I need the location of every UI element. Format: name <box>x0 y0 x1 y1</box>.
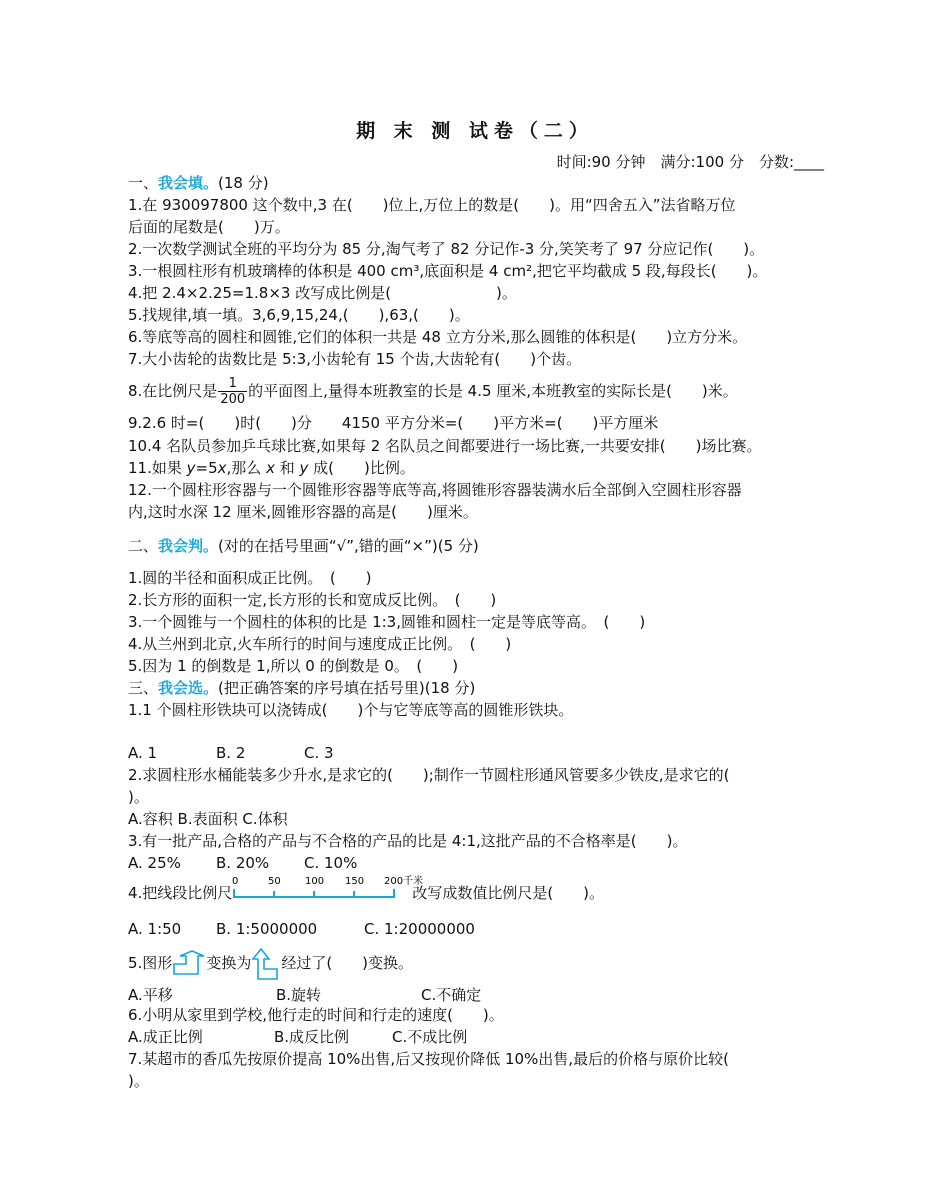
question-4: 4.把 2.4×2.25=1.8×3 改写成比例是( )。 <box>128 284 517 302</box>
q11-var-x: x <box>217 459 227 477</box>
choice-5-text-c: 经过了( )变换。 <box>281 954 414 972</box>
question-12-line-1: 12.一个圆柱形容器与一个圆锥形容器等底等高,将圆锥形容器装满水后全部倒入空圆柱形容器 <box>128 481 742 499</box>
judge-2: 2.长方形的面积一定,长方形的长和宽成反比例。 ( ) <box>128 591 497 609</box>
section-1-number: 一、 <box>128 174 159 192</box>
question-5: 5.找规律,填一填。3,6,9,15,24,( ),63,( )。 <box>128 306 470 324</box>
section-3-number: 三、 <box>128 679 159 697</box>
section-3-score: (把正确答案的序号填在括号里)(18 分) <box>218 679 476 697</box>
choice-3-option-b: B. 20% <box>216 854 270 872</box>
exam-meta: 时间:90 分钟 满分:100 分 分数:____ <box>556 153 824 171</box>
q11-var-y2: y <box>299 459 309 477</box>
question-2: 2.一次数学测试全班的平均分为 85 分,淘气考了 82 分记作-3 分,笑笑考了 97 分应记作( )。 <box>128 240 765 258</box>
section-3-heading <box>128 678 475 698</box>
judge-1: 1.圆的半径和面积成正比例。 ( ) <box>128 569 372 587</box>
choice-4-option-c: C. 1:20000000 <box>364 920 475 938</box>
choice-6-option-c: C.不成比例 <box>392 1028 468 1046</box>
q11-text-a: 11.如果 <box>128 459 187 477</box>
q11-text-c: ,那么 <box>226 459 267 477</box>
choice-7-line-2: )。 <box>128 1072 149 1090</box>
section-2-score: (对的在括号里画“√”,错的画“×”)(5 分) <box>218 537 479 555</box>
question-1-line-2: 后面的尾数是( )万。 <box>128 218 290 236</box>
q11-text-e: 成( )比例。 <box>308 459 415 477</box>
question-11 <box>128 458 415 478</box>
choice-5-options <box>128 985 481 1005</box>
choice-3: 3.有一批产品,合格的产品与不合格的产品的比是 4:1,这批产品的不合格率是( )。 <box>128 832 688 850</box>
question-8 <box>128 374 738 408</box>
choice-5-option-a: A.平移 <box>128 986 173 1004</box>
fraction-denominator: 200 <box>220 392 246 407</box>
choice-2-options: A.容积 B.表面积 C.体积 <box>128 810 288 828</box>
section-1-heading <box>128 173 269 193</box>
ruler-label-50: 50 <box>268 876 282 887</box>
choice-1-options <box>128 743 334 763</box>
choice-4-prefix: 4.把线段比例尺 <box>128 884 233 902</box>
choice-6-options <box>128 1027 467 1047</box>
section-1-title: 我会填。 <box>158 174 219 192</box>
choice-3-option-a: A. 25% <box>128 854 181 872</box>
question-7: 7.大小齿轮的齿数比是 5:3,小齿轮有 15 个齿,大齿轮有( )个齿。 <box>128 350 582 368</box>
choice-1: 1.1 个圆柱形铁块可以浇铸成( )个与它等底等高的圆锥形铁块。 <box>128 701 574 719</box>
question-9: 9.2.6 时=( )时( )分 4150 平方分米=( )平方米=( )平方厘米 <box>128 414 659 432</box>
choice-6: 6.小明从家里到学校,他行走的时间和行走的速度( )。 <box>128 1006 504 1024</box>
choice-4-option-a: A. 1:50 <box>128 920 182 938</box>
q11-text-b: =5 <box>195 459 218 477</box>
question-12-line-2: 内,这时水深 12 厘米,圆锥形容器的高是( )厘米。 <box>128 503 478 521</box>
ruler-label-0: 0 <box>232 876 239 887</box>
section-3-title: 我会选。 <box>158 679 219 697</box>
choice-5-option-c: C.不确定 <box>421 986 482 1004</box>
question-10: 10.4 名队员参加乒乓球比赛,如果每 2 名队员之间都要进行一场比赛,一共要安排( )场比赛。 <box>128 437 762 455</box>
question-1-line-1: 1.在 930097800 这个数中,3 在( )位上,万位上的数是( )。用“四舍五入”法省略万位 <box>128 196 736 214</box>
judge-3: 3.一个圆锥与一个圆柱的体积的比是 1:3,圆锥和圆柱一定是等底等高。 ( ) <box>128 613 646 631</box>
q11-var-y: y <box>186 459 196 477</box>
section-2-number: 二、 <box>128 537 159 555</box>
question-8-suffix: 的平面图上,量得本班教室的长是 4.5 厘米,本班教室的实际长是( )米。 <box>248 382 738 400</box>
ruler-label-150: 150 <box>345 876 365 887</box>
choice-5-option-b: B.旋转 <box>276 986 322 1004</box>
page-title: 期 末 测 试卷（二） <box>356 120 594 142</box>
section-1-score: (18 分) <box>218 174 269 192</box>
arrow-shape-transformed-icon <box>251 947 281 981</box>
choice-1-option-b: B. 2 <box>216 744 246 762</box>
q11-text-d: 和 <box>274 459 300 477</box>
choice-3-options <box>128 853 357 873</box>
choice-2-line-1: 2.求圆柱形水桶能装多少升水,是求它的( );制作一节圆柱形通风管要多少铁皮,是求它的( <box>128 766 730 784</box>
choice-3-option-c: C. 10% <box>304 854 358 872</box>
choice-4 <box>128 874 604 909</box>
choice-5-text-a: 5.图形 <box>128 954 173 972</box>
line-scale-ruler <box>232 874 424 904</box>
choice-1-option-a: A. 1 <box>128 744 158 762</box>
judge-4: 4.从兰州到北京,火车所行的时间与速度成正比例。 ( ) <box>128 635 512 653</box>
choice-5 <box>128 946 413 981</box>
choice-5-text-b: 变换为 <box>206 954 252 972</box>
choice-4-option-b: B. 1:5000000 <box>216 920 318 938</box>
choice-4-options <box>128 919 475 939</box>
choice-2-line-2: )。 <box>128 788 149 806</box>
choice-6-option-b: B.成反比例 <box>274 1028 350 1046</box>
section-2-title: 我会判。 <box>158 537 219 555</box>
choice-1-option-c: C. 3 <box>304 744 334 762</box>
arrow-shape-original-icon <box>172 950 206 978</box>
choice-4-suffix: 改写成数值比例尺是( )。 <box>412 884 605 902</box>
judge-5: 5.因为 1 的倒数是 1,所以 0 的倒数是 0。 ( ) <box>128 657 459 675</box>
question-3: 3.一根圆柱形有机玻璃棒的体积是 400 cm³,底面积是 4 cm²,把它平均截成 5 段,每段长( )。 <box>128 262 768 280</box>
question-8-prefix: 8.在比例尺是 <box>128 382 218 400</box>
section-2-heading <box>128 536 479 556</box>
choice-6-option-a: A.成正比例 <box>128 1028 203 1046</box>
scale-fraction <box>218 376 247 407</box>
choice-7-line-1: 7.某超市的香瓜先按原价提高 10%出售,后又按现价降低 10%出售,最后的价格与原价比较( <box>128 1050 729 1068</box>
ruler-label-100: 100 <box>305 876 325 887</box>
fraction-numerator: 1 <box>218 376 247 392</box>
question-6: 6.等底等高的圆柱和圆锥,它们的体积一共是 48 立方分米,那么圆锥的体积是( )立方分米。 <box>128 328 748 346</box>
ruler-label-200: 200千米 <box>384 876 424 887</box>
q11-var-x2: x <box>266 459 275 477</box>
